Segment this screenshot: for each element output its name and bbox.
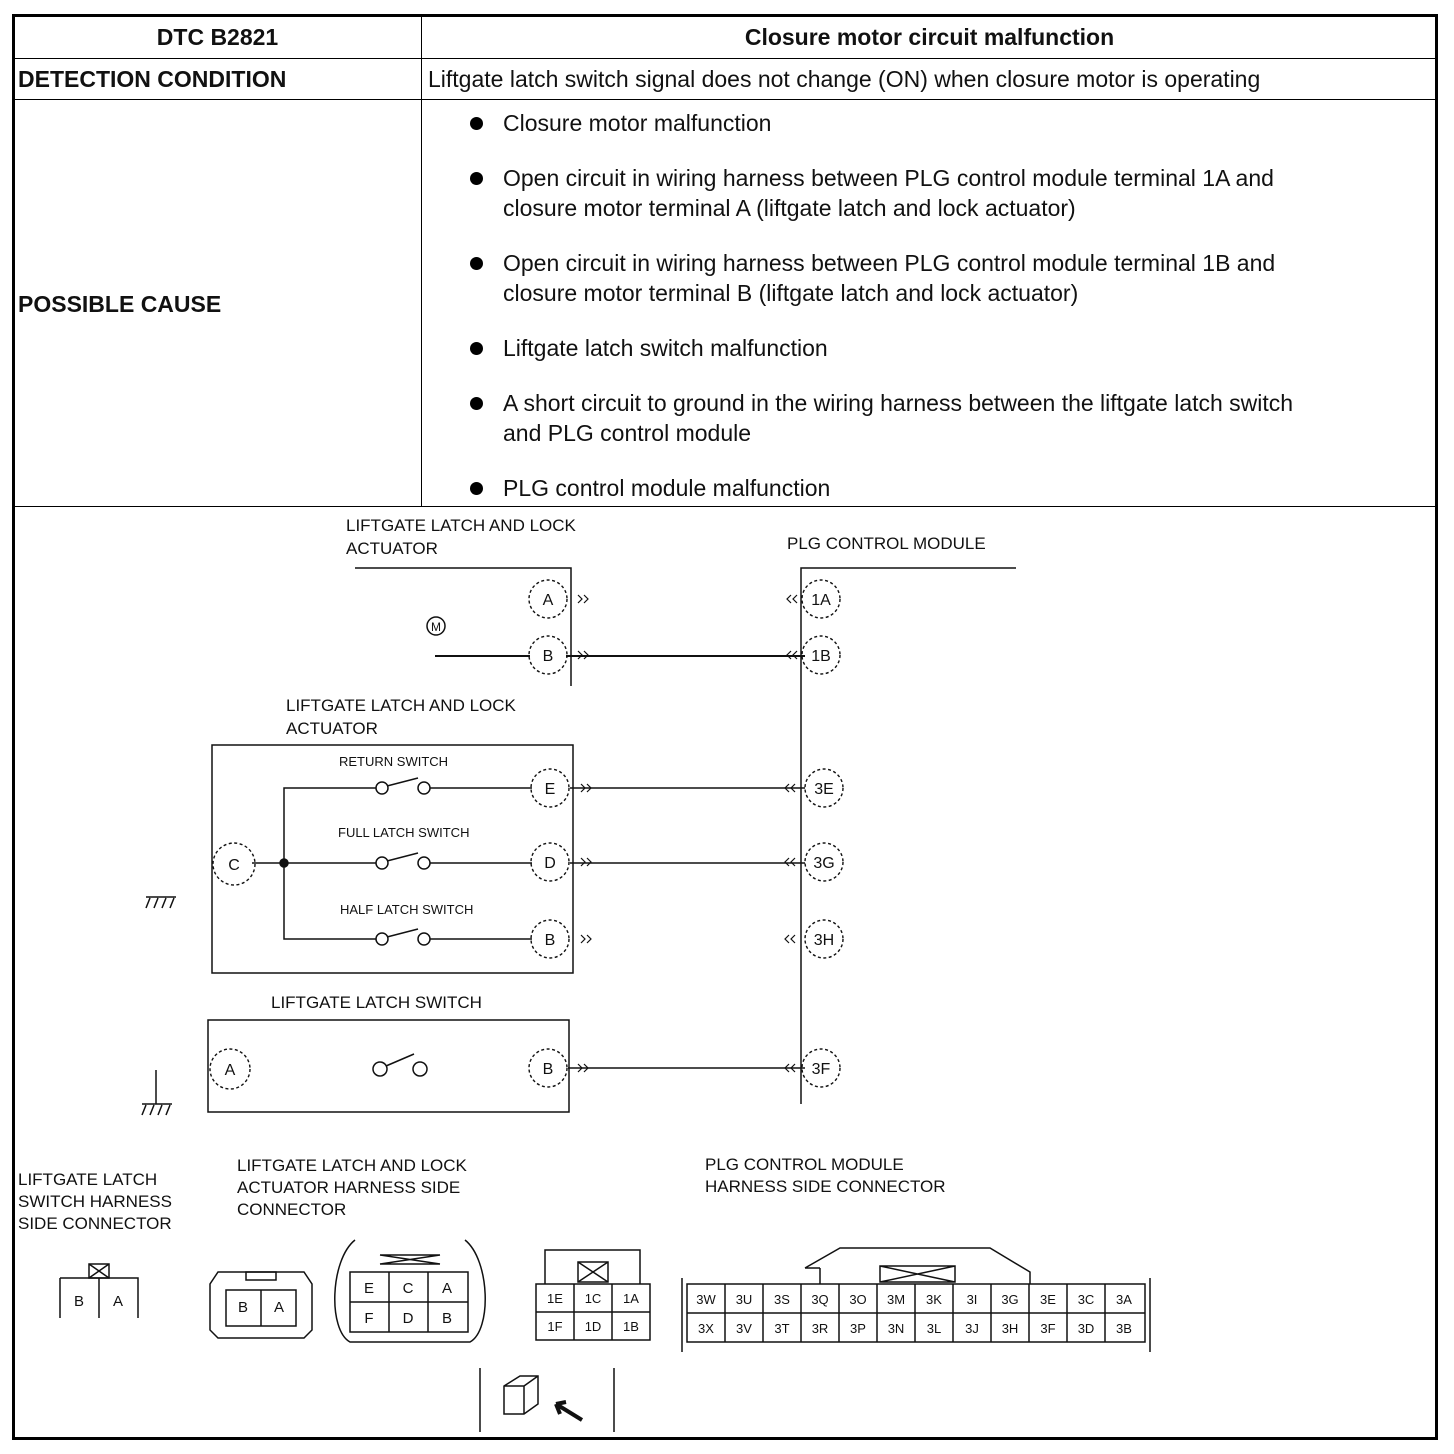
terminal-label: A	[542, 592, 554, 609]
cause-text: A short circuit to ground in the wiring harness between the liftgate latch switch	[503, 390, 1294, 416]
connector-pin: 3O	[849, 1292, 867, 1307]
actuator-top-box	[355, 568, 571, 686]
terminal-label: 3E	[814, 781, 834, 798]
connector-pin: A	[441, 1280, 453, 1297]
plg-large-flange	[682, 1278, 1150, 1352]
view-frame	[480, 1368, 614, 1432]
connector-pin: 3S	[774, 1292, 790, 1307]
switch-contact	[418, 933, 430, 945]
terminal-label: B	[542, 648, 554, 665]
switch-contact	[373, 1062, 387, 1076]
ground-icon	[146, 897, 176, 908]
connector-pin: 3U	[735, 1292, 753, 1307]
latch-connector-title: SIDE CONNECTOR	[18, 1214, 172, 1233]
cause-text: Open circuit in wiring harness between PLG control module terminal 1B and	[503, 250, 1276, 276]
connector-pin: 3Q	[811, 1292, 829, 1307]
connector-pin: A	[112, 1293, 124, 1310]
plg-module-box	[801, 568, 1016, 1104]
actuator-mid-title: ACTUATOR	[286, 719, 378, 738]
connector-pin: 3A	[1116, 1292, 1132, 1307]
connector-pin: 1B	[623, 1319, 639, 1334]
latch-switch-box	[208, 1020, 569, 1112]
motor-label: M	[431, 620, 441, 634]
terminal-label: 3G	[813, 855, 835, 872]
connector-latch-tab	[578, 1262, 608, 1282]
cause-text: closure motor terminal A (liftgate latch and lock actuator)	[503, 195, 1076, 221]
terminal-label: D	[544, 855, 556, 872]
connector-pin: 3L	[926, 1321, 942, 1336]
cause-text: closure motor terminal B (liftgate latch and lock actuator)	[503, 280, 1079, 306]
connector-pin: 3G	[1001, 1292, 1019, 1307]
actuator-top-title: LIFTGATE LATCH AND LOCK	[346, 516, 576, 535]
actuator-connector-title: LIFTGATE LATCH AND LOCK	[237, 1156, 467, 1175]
connector-pin: C	[402, 1280, 414, 1297]
switch-contact	[376, 782, 388, 794]
switch-contact	[376, 933, 388, 945]
connector-pin: D	[402, 1310, 414, 1327]
connector-pin: 1F	[547, 1319, 563, 1334]
switch-label: FULL LATCH SWITCH	[338, 825, 470, 840]
terminal-label: B	[544, 932, 556, 949]
connector-pin: E	[363, 1280, 375, 1297]
terminal-label: 3H	[813, 932, 835, 949]
detection-condition-text: Liftgate latch switch signal does not change (ON) when closure motor is operating	[428, 66, 1261, 92]
terminal-label: 1B	[811, 648, 831, 665]
switch-lever	[386, 1054, 414, 1066]
terminal-label: 1A	[811, 592, 831, 609]
connector-pin: 3R	[811, 1321, 829, 1336]
dtc-code: DTC B2821	[156, 24, 279, 50]
connector-pin: 3H	[1001, 1321, 1019, 1336]
cause-text: and PLG control module	[503, 420, 752, 446]
junction-dot	[280, 859, 288, 867]
connector-pin: 3I	[966, 1292, 978, 1307]
switch-contact	[376, 857, 388, 869]
connector-pin: A	[273, 1299, 285, 1316]
plg-small-shroud	[545, 1250, 640, 1284]
actuator-mid-title: LIFTGATE LATCH AND LOCK	[286, 696, 516, 715]
dtc-title: Closure motor circuit malfunction	[744, 24, 1115, 50]
connector-pin: 3D	[1077, 1321, 1095, 1336]
connector-pin: F	[364, 1310, 374, 1327]
actuator-connector-title: ACTUATOR HARNESS SIDE	[237, 1178, 461, 1197]
switch-contact	[418, 782, 430, 794]
connector-pin: 3J	[965, 1321, 979, 1336]
connector-pin: 3F	[1040, 1321, 1056, 1336]
connector-pin: 3X	[698, 1321, 714, 1336]
cause-text: PLG control module malfunction	[503, 475, 831, 501]
connector-chevron-icon	[785, 935, 795, 943]
terminal-label: B	[542, 1061, 554, 1078]
connector-chevron-icon	[787, 595, 797, 603]
switch-lever	[387, 778, 418, 786]
cause-text: Closure motor malfunction	[503, 110, 772, 136]
view-arrow-icon	[556, 1402, 582, 1420]
terminal-label: C	[228, 857, 240, 874]
latch-connector-title: LIFTGATE LATCH	[18, 1170, 158, 1189]
plg-title: PLG CONTROL MODULE	[787, 534, 986, 553]
switch-label: HALF LATCH SWITCH	[340, 902, 474, 917]
cause-text: Liftgate latch switch malfunction	[503, 335, 828, 361]
connector-latch-tab	[246, 1272, 276, 1280]
connector-latch-tab	[89, 1264, 109, 1278]
detection-condition-label: DETECTION CONDITION	[18, 66, 287, 92]
connector-pin: 3K	[926, 1292, 942, 1307]
connector-pin: 3M	[886, 1292, 906, 1307]
connector-pin: 3P	[850, 1321, 866, 1336]
ground-icon	[142, 1104, 172, 1115]
connector-pin: 1D	[584, 1319, 602, 1334]
plg-connector-title: PLG CONTROL MODULE	[705, 1155, 904, 1174]
latch-switch-title: LIFTGATE LATCH SWITCH	[271, 993, 482, 1012]
connector-pin: 1E	[547, 1291, 563, 1306]
connector-pin: 3V	[736, 1321, 752, 1336]
connector-pin: B	[441, 1310, 453, 1327]
actuator-connector-title: CONNECTOR	[237, 1200, 347, 1219]
connector-chevron-icon	[581, 935, 591, 943]
connector-latch-tab	[880, 1266, 955, 1282]
connector-pin: 3N	[887, 1321, 905, 1336]
connector-chevron-icon	[785, 858, 795, 866]
view-connector-icon	[504, 1376, 538, 1414]
switch-label: RETURN SWITCH	[339, 754, 449, 769]
switch-contact	[413, 1062, 427, 1076]
cause-text: Open circuit in wiring harness between PLG control module terminal 1A and	[503, 165, 1274, 191]
switch-contact	[418, 857, 430, 869]
connector-pin: B	[237, 1299, 249, 1316]
terminal-label: E	[544, 781, 556, 798]
connector-pin: 1C	[584, 1291, 602, 1306]
connector-pin: 3C	[1077, 1292, 1095, 1307]
connector-pin: 3E	[1040, 1292, 1056, 1307]
connector-pin: 1A	[623, 1291, 639, 1306]
connector-chevron-icon	[578, 595, 588, 603]
plg-connector-title: HARNESS SIDE CONNECTOR	[705, 1177, 946, 1196]
connector-pin: 3T	[774, 1321, 790, 1336]
latch-switch-connector	[60, 1278, 138, 1318]
latch-connector-title: SWITCH HARNESS	[18, 1192, 172, 1211]
terminal-label: A	[224, 1062, 236, 1079]
connector-chevron-icon	[581, 858, 591, 866]
connector-pin: B	[73, 1293, 85, 1310]
possible-cause-label: POSSIBLE CAUSE	[18, 291, 222, 317]
terminal-label: 3F	[811, 1061, 831, 1078]
actuator-top-title: ACTUATOR	[346, 539, 438, 558]
switch-lever	[387, 853, 418, 861]
connector-latch-tab	[380, 1255, 440, 1264]
connector-pin: 3W	[696, 1292, 716, 1307]
connector-pin: 3B	[1116, 1321, 1132, 1336]
switch-lever	[387, 929, 418, 937]
